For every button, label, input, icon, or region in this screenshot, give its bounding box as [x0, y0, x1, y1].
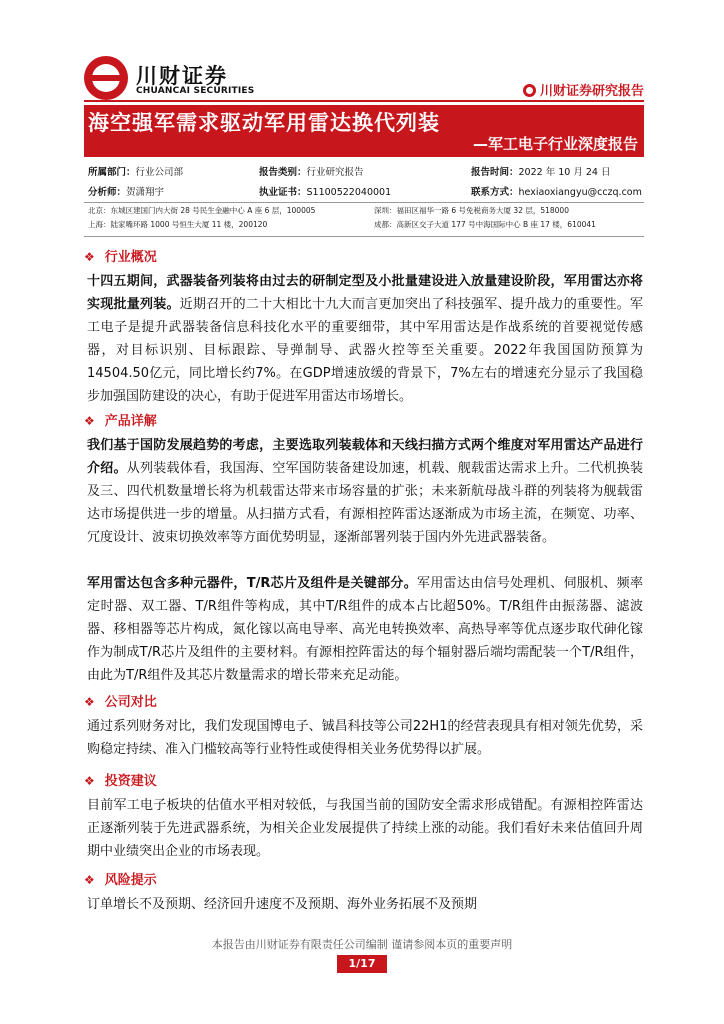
section-heading-overview: ❖ 行业概况 [84, 250, 157, 265]
report-header [84, 56, 644, 102]
report-label-text: 川财证券研究报告 [539, 84, 644, 99]
meta-divider [84, 202, 644, 203]
section-body-investment: 目前军工电子板块的估值水平相对较低，与我国当前的国防安全需求形成错配。有源相控阵雷达正逐渐列装于先进武器系统，为相关企业发展提供了持续上涨的动能。我们看好未来估值回升周期中业绩突出企业的市场表现。 [87, 798, 643, 859]
page-number: 1/17 [337, 955, 387, 973]
section-heading-products: ❖ 产品详解 [84, 414, 157, 429]
report-meta [84, 160, 644, 203]
section-body-company: 通过系列财务对比，我们发现国博电子、铖昌科技等公司22H1的经营表现具有相对领先优势，采购稳定持续、准入门槛较高等行业特性或使得相关业务优势得以扩展。 [87, 719, 643, 757]
address-shanghai: 上海：陆家嘴环路 1000 号恒生大厦 11 楼，200120 [88, 220, 268, 229]
meta-cert: 执业证书：S1100522040001 [259, 187, 392, 198]
meta-dept: 所属部门：行业公司部 [88, 167, 184, 178]
section-body-overview: 十四五期间，武器装备列装将由过去的研制定型及小批量建设进入放量建设阶段，军用雷达亦将实现批量列装。近期召开的二十大相比十九大而言更加突出了科技强军、提升战力的重要性。军工电子是提升武器装备信息科技化水平的重要细带，其中军用雷达是作战系统的首要视觉传感器，对目标识别、目标跟踪、导弹制导、武器火控等至关重要。2022年我国国防预算为14504.50亿元，同比增长约7%。在GDP增速放缓的背景下，7%左右的增速充分显示了我国稳步加强国防建设的决心，有助于促进军用雷达市场增长。 [87, 274, 643, 404]
meta-row-2 [84, 180, 644, 200]
diamond-bullet-icon: ❖ [84, 873, 95, 887]
header-divider [84, 100, 644, 102]
diamond-bullet-icon: ❖ [84, 414, 95, 428]
brand-mini-icon [523, 84, 536, 97]
section-body-components: 军用雷达包含多种元器件，T/R芯片及组件是关键部分。军用雷达由信号处理机、伺服机、频率定时器、双工器、T/R组件等构成，其中T/R组件的成本占比超50%。T/R组件由振荡器、滤波器、移相器等芯片构成，氮化镓以高电导率、高光电转换效率、高热导率等优点逐步取代砷化镓作为制成T/R芯片及组件的主要材料。有源相控阵雷达的每个辐射器后端均需配装一个T/R组件，由此为T/R组件及其芯片数量需求的增长带来充足动能。 [87, 576, 643, 683]
section-body-products: 我们基于国防发展趋势的考虑，主要选取列装载体和天线扫描方式两个维度对军用雷达产品进行介绍。从列装载体看，我国海、空军国防装备建设加速，机载、舰载雷达需求上升。二代机换装及三、四代机数量增长将为机载雷达带来市场容量的扩张；未来新航母战斗群的列装将为舰载雷达市场提供进一步的增量。从扫描方式看，有源相控阵雷达逐渐成为市场主流，在频宽、功率、冗度设计、波束切换效率等方面优势明显，逐渐部署列装于国内外先进武器装备。 [87, 438, 643, 545]
meta-time: 报告时间：2022 年 10 月 24 日 [471, 167, 611, 178]
report-title: 海空强军需求驱动军用雷达换代列装 [88, 111, 440, 135]
meta-analyst: 分析师：贺潇翔宇 [88, 187, 165, 198]
meta-row-1 [84, 160, 644, 180]
report-subtitle: —军工电子行业深度报告 [472, 135, 638, 153]
meta-type: 报告类别：行业研究报告 [259, 167, 364, 178]
address-beijing: 北京：东城区建国门内大街 28 号民生金融中心 A 座 6 层，100005 [88, 206, 316, 215]
meta-contact: 联系方式：hexiaoxiangyu@cczq.com [471, 187, 642, 198]
address-chengdu: 成都：高新区交子大道 177 号中海国际中心 B 座 17 楼，610041 [374, 220, 596, 229]
brand-name-cn: 川财证券 [136, 64, 228, 88]
section-heading-company: ❖ 公司对比 [84, 695, 157, 710]
diamond-bullet-icon: ❖ [84, 695, 95, 709]
section-heading-risk: ❖ 风险提示 [84, 873, 157, 888]
address-divider [84, 236, 644, 237]
section-heading-investment: ❖ 投资建议 [84, 774, 157, 789]
chuancai-logo-icon [84, 56, 128, 100]
footer-disclaimer: 本报告由川财证券有限责任公司编制 谨请参阅本页的重要声明 [211, 938, 513, 951]
diamond-bullet-icon: ❖ [84, 250, 95, 264]
report-label [523, 80, 644, 99]
section-body-risk: 订单增长不及预期、经济回升速度不及预期、海外业务拓展不及预期 [87, 897, 478, 912]
brand-name-en: CHUANCAI SECURITIES [136, 86, 255, 96]
title-band [84, 105, 644, 157]
address-shenzhen: 深圳：福田区福华一路 6 号免税商务大厦 32 层，518000 [374, 206, 569, 215]
diamond-bullet-icon: ❖ [84, 774, 95, 788]
office-addresses [84, 205, 644, 233]
